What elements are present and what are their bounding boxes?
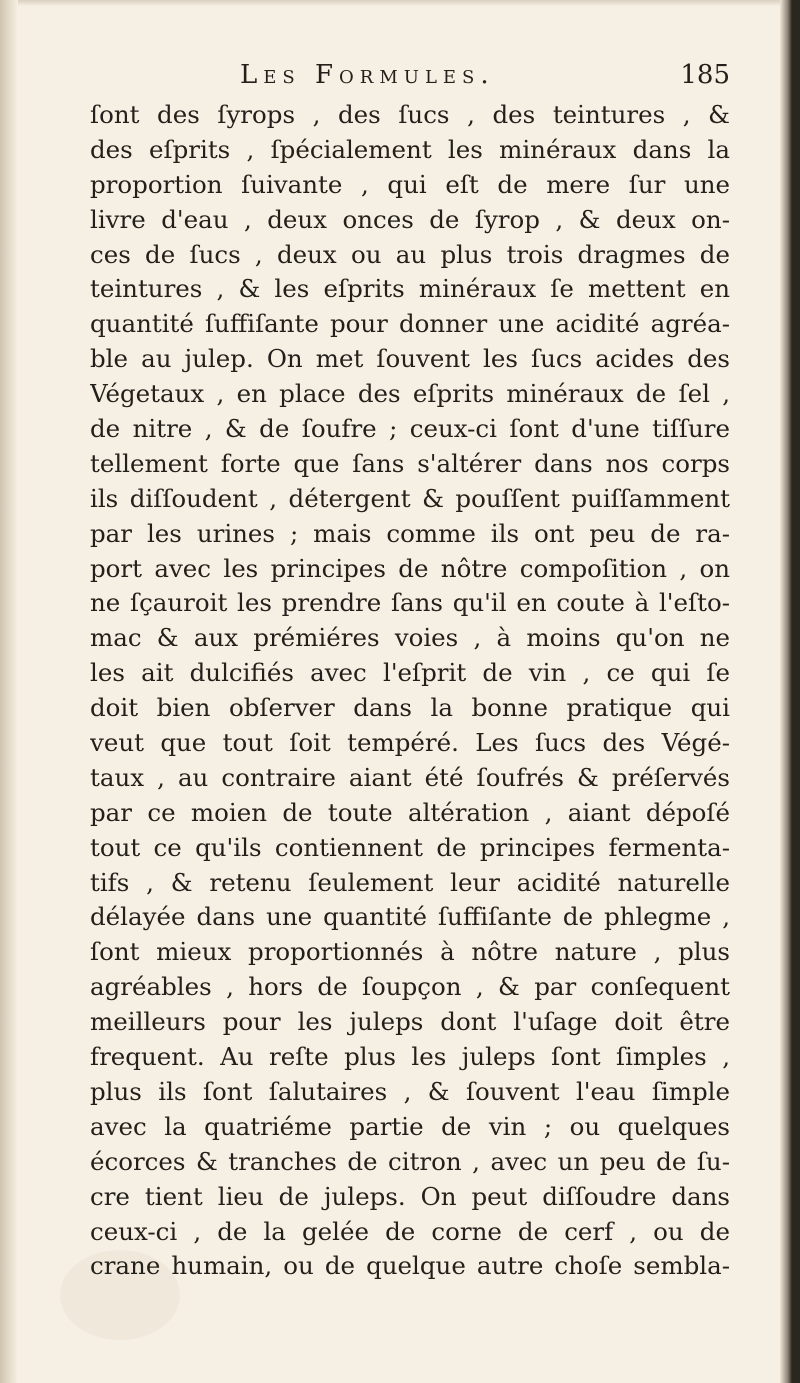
text-line: cre tient lieu de juleps. On peut diſſoudre dans — [90, 1181, 730, 1211]
page-left-edge — [0, 0, 18, 1383]
text-line: tout ce qu'ils contiennent de principes fermenta- — [90, 832, 730, 862]
text-line: Végetaux , en place des eſprits minéraux de ſel , — [90, 379, 730, 409]
text-line: avec la quatriéme partie de vin ; ou quelques — [90, 1111, 730, 1141]
text-line: crane humain, ou de quelque autre choſe sembla- — [90, 1251, 730, 1281]
text-line: par ce moien de toute altération , aiant dépoſé — [90, 797, 730, 827]
text-line: ceux-ci , de la gelée de corne de cerf , ou de — [90, 1216, 730, 1246]
text-line: proportion ſuivante , qui eſt de mere ſur une — [90, 169, 730, 199]
text-line: taux , au contraire aiant été ſoufrés & préſervés — [90, 762, 730, 792]
book-page — [90, 58, 730, 1284]
page-top-edge — [0, 0, 800, 6]
text-line: délayée dans une quantité ſuffiſante de phlegme , — [90, 902, 730, 932]
text-line: ils diſſoudent , détergent & pouſſent puiſſamment — [90, 483, 730, 513]
running-title: Les Formules. — [240, 60, 495, 90]
text-line: frequent. Au reſte plus les juleps ſont ſimples , — [90, 1042, 730, 1072]
text-line: de nitre , & de ſoufre ; ceux-ci ſont d'une tiſſure — [90, 414, 730, 444]
text-line: les ait dulcifiés avec l'eſprit de vin , ce qui ſe — [90, 658, 730, 688]
text-line: veut que tout ſoit tempéré. Les ſucs des Végé- — [90, 728, 730, 758]
text-line: meilleurs pour les juleps dont l'uſage doit être — [90, 1007, 730, 1037]
body-text — [90, 98, 730, 1284]
page-header — [90, 58, 730, 98]
text-line: des eſprits , ſpécialement les minéraux dans la — [90, 134, 730, 164]
text-line: quantité ſuffiſante pour donner une acidité agréa- — [90, 309, 730, 339]
text-line: ces de ſucs , deux ou au plus trois dragmes de — [90, 239, 730, 269]
text-line: ſont des ſyrops , des ſucs , des teintures , & — [90, 100, 730, 129]
text-line: port avec les principes de nôtre compoſition , on — [90, 553, 730, 583]
text-line: écorces & tranches de citron , avec un peu de ſu- — [90, 1146, 730, 1176]
text-line: teintures , & les eſprits minéraux ſe mettent en — [90, 274, 730, 304]
scan-right-border — [780, 0, 800, 1383]
text-line: tifs , & retenu ſeulement leur acidité naturelle — [90, 867, 730, 897]
text-line: par les urines ; mais comme ils ont peu de ra- — [90, 518, 730, 548]
text-line: ne ſçauroit les prendre ſans qu'il en coute à l'eſto- — [90, 588, 730, 618]
text-line: doit bien obſerver dans la bonne pratique qui — [90, 693, 730, 723]
text-line: ble au julep. On met ſouvent les ſucs acides des — [90, 344, 730, 374]
text-line: ſont mieux proportionnés à nôtre nature , plus — [90, 937, 730, 967]
text-line: livre d'eau , deux onces de ſyrop , & deux on- — [90, 204, 730, 234]
text-line: plus ils ſont ſalutaires , & ſouvent l'eau ſimple — [90, 1076, 730, 1106]
text-line: mac & aux prémiéres voies , à moins qu'on ne — [90, 623, 730, 653]
text-line: tellement forte que ſans s'altérer dans nos corps — [90, 448, 730, 478]
text-line: agréables , hors de ſoupçon , & par conſequent — [90, 972, 730, 1002]
page-number: 185 — [680, 60, 730, 90]
